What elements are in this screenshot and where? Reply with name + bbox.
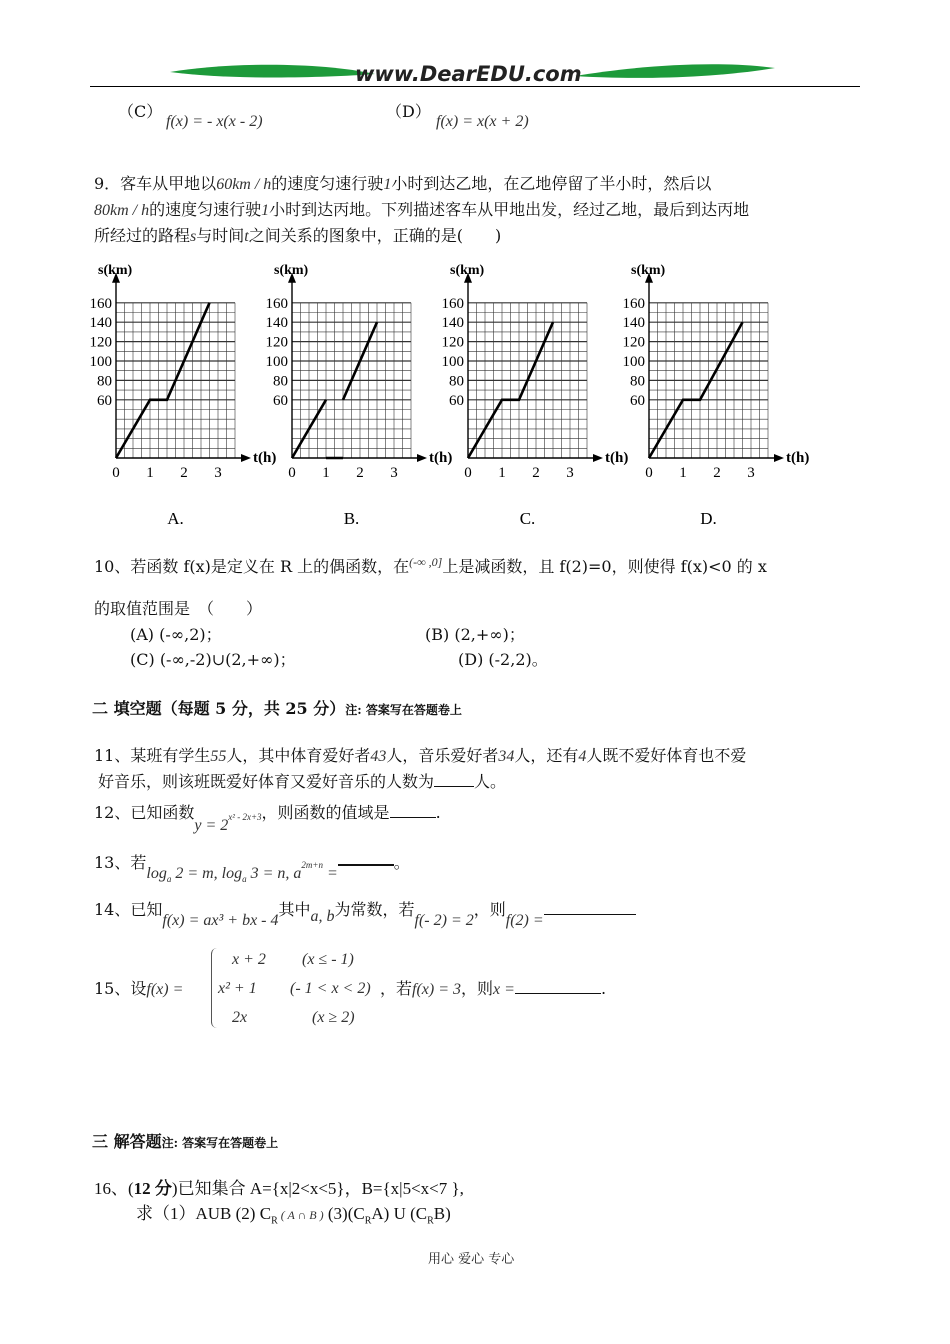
y-axis-label: s(km): [98, 263, 133, 278]
left-swoosh: [170, 65, 375, 78]
y-tick-label: 140: [441, 315, 464, 332]
q15-case2-cond: (- 1 < x < 2): [290, 980, 371, 997]
q15-post: ，若f(x) = 3，则x = .: [380, 979, 607, 998]
y-tick-label: 60: [97, 392, 112, 409]
y-tick-label: 80: [630, 373, 645, 390]
y-tick-label: 60: [449, 392, 464, 409]
x-tick-label: 2: [713, 465, 721, 481]
q16-line1: 16、(12 分)已知集合 A={x|2<x<5}，B={x|5<x<7 },: [94, 1179, 464, 1198]
y-tick-label: 60: [273, 392, 288, 409]
q10-option-c: (C) (-∞,-2)∪(2,+∞)；: [130, 650, 296, 669]
q9-line1: 9．客车从甲地以60km / h的速度匀速行驶1小时到达乙地，在乙地停留了半小时，然后以: [94, 174, 712, 193]
q15-brace: [211, 948, 218, 1028]
q10-line1: 10、若函数 f(x)是定义在 R 上的偶函数，在$^{(-\infty ,0]}$上是减函数，且 f(2)=0，则使得 f(x)<0 的 x: [94, 555, 767, 576]
q10-option-a: (A) (-∞,2)；: [130, 625, 222, 644]
right-swoosh: [575, 64, 775, 78]
x-tick-label: 3: [390, 465, 398, 481]
q11-answer-blank: [434, 770, 474, 787]
q13-line: 13、若$\log_a 2 = m$, $\log_a 3 = n$, a2m+n =。: [94, 850, 410, 877]
y-tick-label: 120: [89, 334, 112, 351]
q15-case3-cond: (x ≥ 2): [312, 1009, 355, 1026]
x-tick-label: 1: [146, 465, 154, 481]
x-tick-label: 0: [464, 465, 472, 481]
y-tick-label: 80: [273, 373, 288, 390]
q15-answer-blank: [515, 977, 601, 994]
y-tick-label: 100: [441, 354, 464, 370]
x-axis-arrow: [417, 454, 427, 462]
x-axis-arrow: [241, 454, 251, 462]
section3-heading: 三 解答题注: 答案写在答题卷上: [92, 1132, 279, 1151]
y-tick-label: 160: [622, 295, 645, 312]
y-tick-label: 60: [630, 392, 645, 409]
x-axis-label: t(h): [429, 450, 453, 466]
q15-case1-cond: (x ≤ - 1): [302, 951, 354, 968]
y-tick-label: 100: [265, 354, 288, 370]
x-tick-label: 3: [747, 465, 755, 481]
x-axis-label: t(h): [605, 450, 629, 466]
y-tick-label: 120: [265, 334, 288, 351]
x-tick-label: 3: [214, 465, 222, 481]
x-axis-arrow: [593, 454, 603, 462]
y-tick-label: 160: [441, 295, 464, 312]
graph-caption: D.: [700, 509, 717, 528]
q8-option-c-expr: f(x) = - x(x - 2): [166, 113, 263, 130]
y-tick-label: 120: [441, 334, 464, 351]
y-tick-label: 140: [622, 315, 645, 332]
y-tick-label: 160: [89, 295, 112, 312]
q15-case1-expr: x + 2: [232, 951, 266, 968]
graph-caption: A.: [167, 509, 184, 528]
x-tick-label: 1: [679, 465, 687, 481]
y-tick-label: 100: [622, 354, 645, 370]
q11-line1: 11、某班有学生55人，其中体育爱好者43人，音乐爱好者34人，还有4人既不爱好体育也不爱: [94, 746, 747, 765]
q9-graphs: [90, 258, 820, 533]
q9-line2: 80km / h的速度匀速行驶1小时到达丙地。下列描述客车从甲地出发，经过乙地，最后到达丙地: [94, 200, 750, 219]
x-tick-label: 1: [498, 465, 506, 481]
x-tick-label: 1: [322, 465, 330, 481]
q8-option-c-label: （C）: [118, 102, 163, 121]
x-axis-label: t(h): [253, 450, 277, 466]
q10-option-b: (B) (2,+∞)；: [425, 625, 525, 644]
q8-option-d-expr: f(x) = x(x + 2): [436, 113, 529, 130]
x-tick-label: 2: [356, 465, 364, 481]
q15-case3-expr: 2x: [232, 1009, 248, 1026]
q14-line: 14、已知f(x) = ax³ + bx - 4其中a, b为常数，若f(- 2) = 2，则f(2) =: [94, 898, 636, 923]
q12-line: 12、已知函数y = 2x² - 2x+3，则函数的值域是 .: [94, 803, 441, 834]
q8-option-d-label: （D）: [386, 102, 431, 121]
x-tick-label: 0: [645, 465, 653, 481]
y-tick-label: 140: [265, 315, 288, 332]
x-tick-label: 3: [566, 465, 574, 481]
y-tick-label: 140: [89, 315, 112, 332]
q13-answer-blank: [338, 848, 394, 866]
q15-pre: 15、设f(x) =: [94, 979, 184, 998]
x-tick-label: 2: [180, 465, 188, 481]
page-footer: 用心 爱心 专心: [428, 1252, 515, 1267]
q11-line2: 好音乐，则该班既爱好体育又爱好音乐的人数为 人。: [98, 772, 507, 791]
q10-line2: 的取值范围是 （ ）: [94, 599, 263, 618]
graph-c: [441, 258, 629, 533]
x-tick-label: 2: [532, 465, 540, 481]
graph-caption: C.: [519, 509, 536, 528]
y-tick-label: 100: [89, 354, 112, 370]
y-axis-label: s(km): [631, 263, 666, 278]
y-tick-label: 120: [622, 334, 645, 351]
y-tick-label: 80: [449, 373, 464, 390]
graph-b: [265, 258, 453, 533]
x-tick-label: 0: [112, 465, 120, 481]
x-axis-label: t(h): [786, 450, 810, 466]
q10-option-d: (D) (-2,2)。: [458, 650, 548, 669]
graph-d: [622, 258, 810, 533]
y-tick-label: 160: [265, 295, 288, 312]
q12-answer-blank: [390, 801, 436, 818]
header-site: www.DearEDU.com: [355, 62, 582, 86]
header-rule: [90, 86, 860, 87]
graph-a: [89, 258, 277, 533]
y-axis-label: s(km): [274, 263, 309, 278]
q15-case2-expr: x² + 1: [218, 980, 257, 997]
x-axis-arrow: [774, 454, 784, 462]
section2-heading: 二 填空题（每题 5 分，共 25 分）注: 答案写在答题卷上: [92, 699, 462, 718]
q9-line3: 所经过的路程s与时间t之间关系的图象中，正确的是( ): [94, 226, 502, 245]
y-axis-label: s(km): [450, 263, 485, 278]
graph-caption: B.: [343, 509, 360, 528]
y-tick-label: 80: [97, 373, 112, 390]
q16-line2: 求（1）AUB (2) $C_R$ ( A ∩ B ) $(3)(C_RA)$ U $(C_RB)$: [136, 1204, 451, 1227]
q14-answer-blank: [544, 898, 636, 915]
x-tick-label: 0: [288, 465, 296, 481]
